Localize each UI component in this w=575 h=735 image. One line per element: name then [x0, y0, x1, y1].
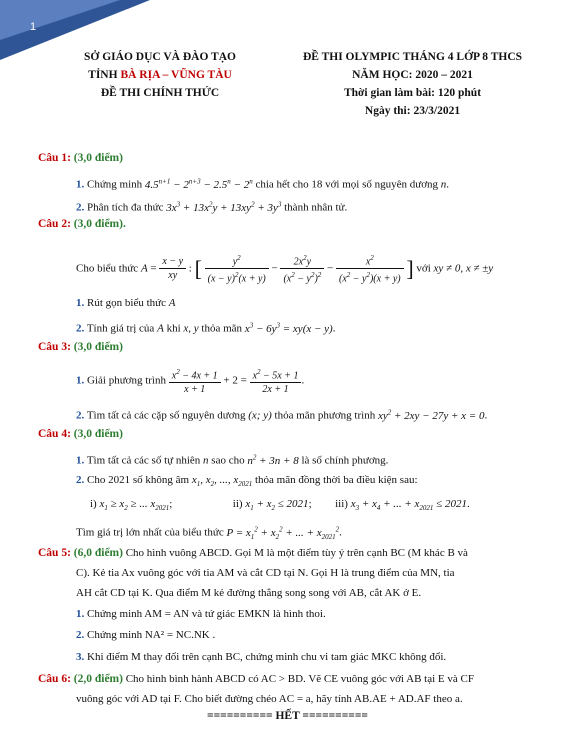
q5-item3: 3. Khi điểm M thay đổi trên cạnh BC, chứng minh chu vi tam giác MKC không đổi. [76, 651, 447, 663]
q2-item2: 2. Tính giá trị của A khi x, y thỏa mãn $x^3 - 6y^3 = xy(x - y)$. [76, 321, 336, 335]
header-official: ĐỀ THI CHÍNH THỨC [100, 87, 220, 99]
header-province: TỈNH BÀ RỊA – VŨNG TÀU [88, 69, 232, 81]
q1-item1: 1. Chứng minh $4.5^{n+1} - 2^{n+3} - 2.5^n - 2^n$ chia hết cho 18 với mọi số nguyên dương n. [76, 177, 450, 191]
q4-item3: Tìm giá trị lớn nhất của biểu thức $P = x_1^2 + x_2^2$ + ... + $x_{2021}^2$. [76, 525, 342, 541]
q4-conditions: i) $x_1 \ge x_2$ ≥ ... $x_{2021}$; ii) $x_1 + x_2 \le 2021$; iii) $x_3 + x_4$ + ... + $x_{2021} \le 2021$. [90, 498, 470, 513]
q3-item1: 1. Giải phương trình $\frac{x^2 - 4x + 1}{x + 1}$ + 2 = $\frac{x^2 - 5x + 1}{2x + 1}$ . [76, 368, 305, 396]
q5-line3: AH cắt CD tại K. Qua điểm M kẻ đường thẳng song song với AB, cắt AK ở E. [76, 587, 422, 599]
q5-line2: C). Kẻ tia Ax vuông góc với tia AM và cắt CD tại N. Gọi H là trung điểm của MN, tia [76, 567, 455, 579]
school-year: NĂM HỌC: 2020 – 2021 [352, 69, 473, 81]
page-number: 1 [30, 21, 37, 33]
q6-line2: vuông góc với AD tại F. Cho biết đường chéo AC = a, hãy tính AB.AE + AD.AF theo a. [76, 693, 463, 705]
exam-title: ĐỀ THI OLYMPIC THÁNG 4 LỚP 8 THCS [302, 51, 523, 63]
q5-line1: Câu 5: (6,0 điểm) Cho hình vuông ABCD. Gọi M là một điểm tùy ý trên cạnh BC (M khác B và [38, 547, 468, 559]
q2-expression: Cho biểu thức A = $\frac{x - y}{xy}$ : [ $\frac{y^2}{(x - y)^2(x + y)}$ − $\frac{2x^2y}{(x^2 - y^2)^2}$ − $\frac{x^2}{(x^2 - y^2)(x + y)}$ ] với xy ≠ 0, x ≠ ±y [76, 254, 494, 285]
header-right [280, 48, 545, 120]
header-department: SỞ GIÁO DỤC VÀ ĐÀO TẠO [84, 51, 236, 63]
q1-item2: 2. Phân tích đa thức $3x^3 + 13x^2y + 13xy^2 + 3y^3$ thành nhân tử. [76, 200, 348, 214]
q4-item2: 2. Cho 2021 số không âm $x_1$, $x_2$, ..., $x_{2021}$ thỏa mãn đồng thời ba điều kiện sau: [76, 474, 418, 489]
q4-label: Câu 4: (3,0 điểm) [38, 428, 123, 440]
q1-label: Câu 1: (3,0 điểm) [38, 152, 123, 164]
q2-label: Câu 2: (3,0 điểm). [38, 218, 126, 230]
q5-item2: 2. Chứng minh NA² = NC.NK . [76, 629, 216, 641]
q3-item2: 2. Tìm tất cả các cặp số nguyên dương (x; y) thỏa mãn phương trình $xy^2 + 2xy - 27y + x = 0$. [76, 408, 488, 422]
end-marker: ========== HẾT ========== [207, 710, 368, 722]
header-left [55, 48, 265, 102]
q5-item1: 1. Chứng minh AM = AN và tứ giác EMKN là hình thoi. [76, 608, 326, 620]
q3-label: Câu 3: (3,0 điểm) [38, 341, 123, 353]
q6-line1: Câu 6: (2,0 điểm) Cho hình bình hành ABCD có AC > BD. Vẽ CE vuông góc với AB tại E và CF [38, 673, 474, 685]
q2-item1: 1. Rút gọn biểu thức A [76, 297, 176, 309]
exam-date: Ngày thi: 23/3/2021 [364, 105, 461, 117]
exam-duration: Thời gian làm bài: 120 phút [343, 87, 482, 99]
q4-item1: 1. Tìm tất cả các số tự nhiên n sao cho $n^2 + 3n + 8$ là số chính phương. [76, 453, 389, 467]
